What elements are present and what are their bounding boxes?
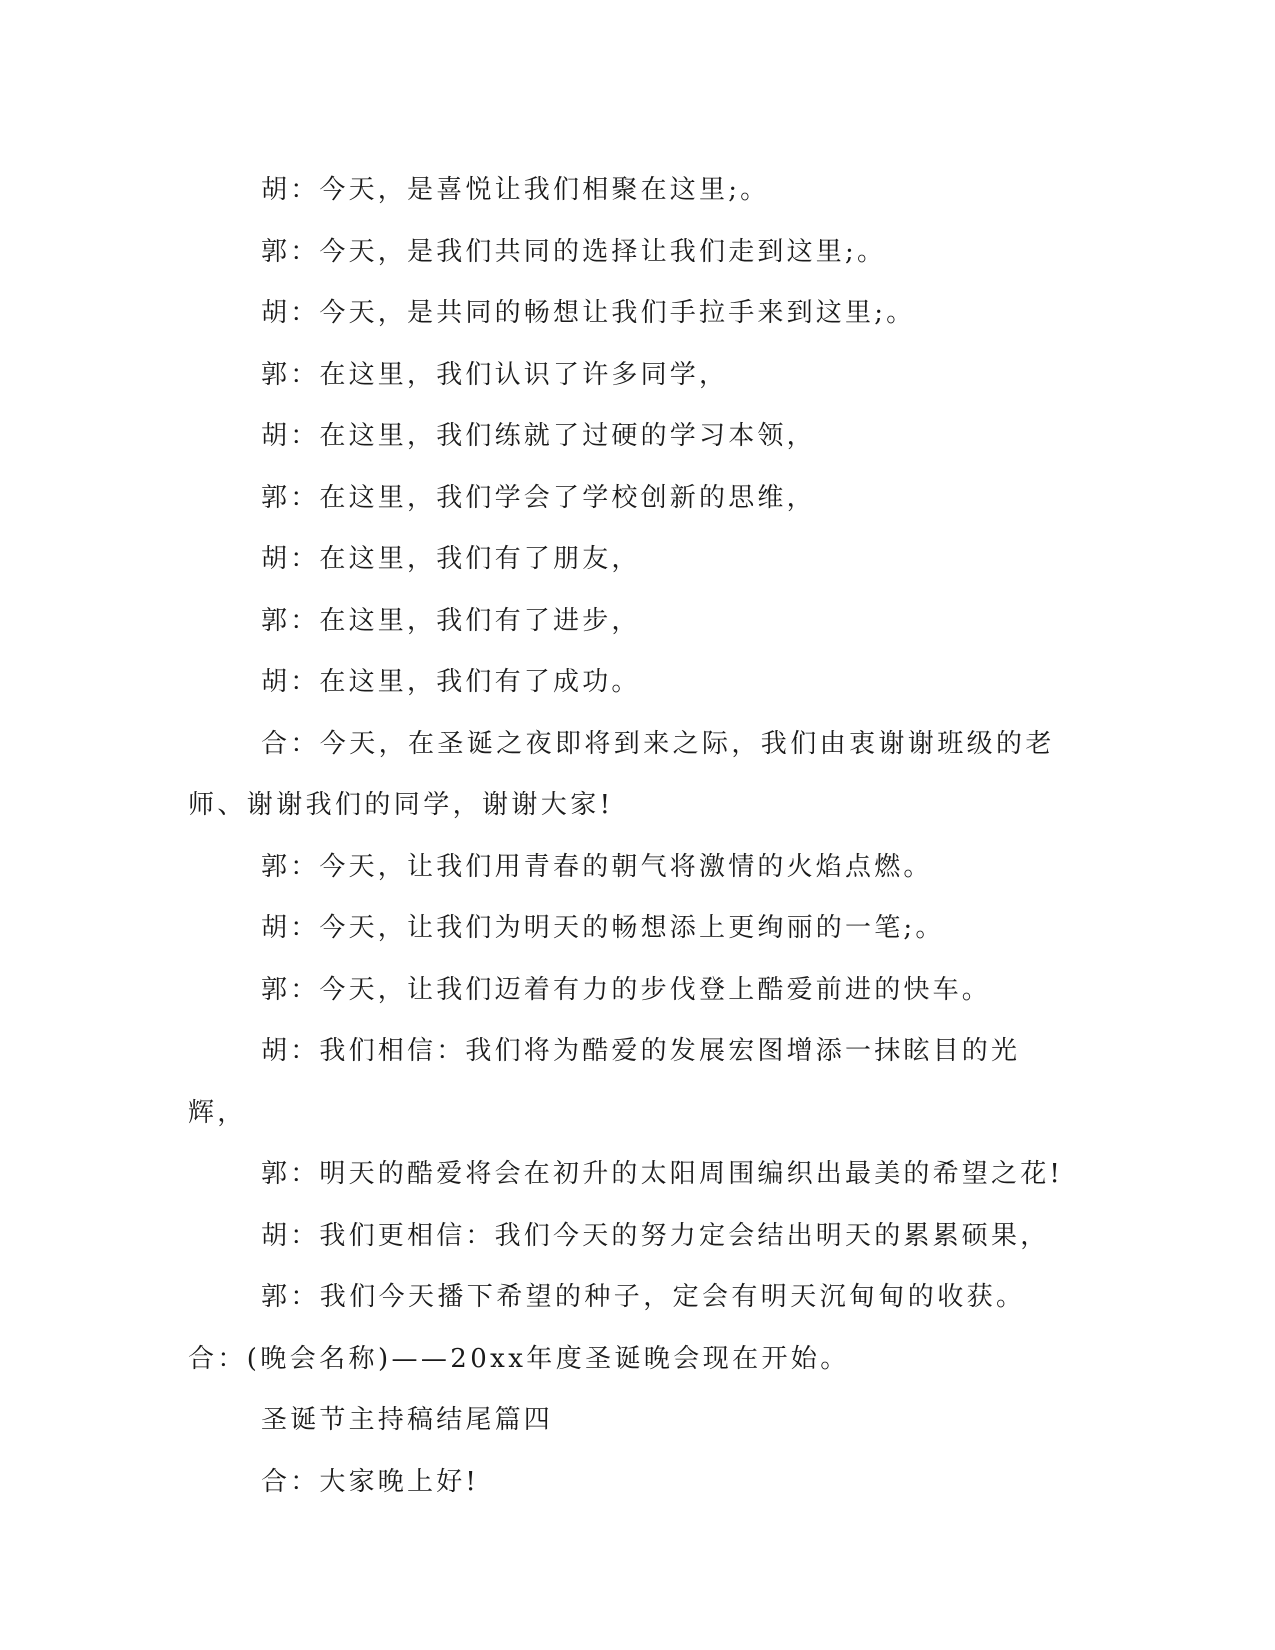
paragraph: 胡：今天，是喜悦让我们相聚在这里;。 [261, 175, 770, 205]
paragraph: 郭：今天，让我们用青春的朝气将激情的火焰点燃。 [261, 851, 933, 882]
paragraph: 胡：今天，让我们为明天的畅想添上更绚丽的一笔;。 [261, 913, 945, 943]
paragraph: 郭：明天的酷爱将会在初升的太阳周围编织出最美的希望之花! [261, 1159, 1064, 1189]
paragraph: 郭：今天，是我们共同的选择让我们走到这里;。 [261, 236, 887, 267]
paragraph: 胡：我们更相信：我们今天的努力定会结出明天的累累硕果， [261, 1220, 1050, 1251]
paragraph: 郭：在这里，我们认识了许多同学， [261, 359, 729, 390]
document-body [188, 160, 1068, 1513]
paragraph: 郭：今天，让我们迈着有力的步伐登上酷爱前进的快车。 [261, 974, 992, 1005]
paragraph: 合：今天，在圣诞之夜即将到来之际，我们由衷谢谢班级的老师、谢谢我们的同学，谢谢大家! [188, 728, 1055, 820]
paragraph: 胡：今天，是共同的畅想让我们手拉手来到这里;。 [261, 298, 916, 328]
paragraph: 郭：我们今天播下希望的种子，定会有明天沉甸甸的收获。合：(晚会名称)——20xx年度圣诞晚会现在开始。 [188, 1282, 1026, 1374]
paragraph: 合：大家晚上好! [261, 1466, 480, 1497]
paragraph: 胡：在这里，我们有了成功。 [261, 667, 641, 697]
section-heading: 圣诞节主持稿结尾篇四 [261, 1405, 554, 1435]
paragraph: 胡：在这里，我们有了朋友， [261, 544, 641, 574]
paragraph: 胡：我们相信：我们将为酷爱的发展宏图增添一抹眩目的光辉， [188, 1036, 1021, 1128]
paragraph: 郭：在这里，我们有了进步， [261, 605, 641, 636]
paragraph: 郭：在这里，我们学会了学校创新的思维， [261, 482, 816, 513]
paragraph: 胡：在这里，我们练就了过硬的学习本领， [261, 421, 816, 451]
